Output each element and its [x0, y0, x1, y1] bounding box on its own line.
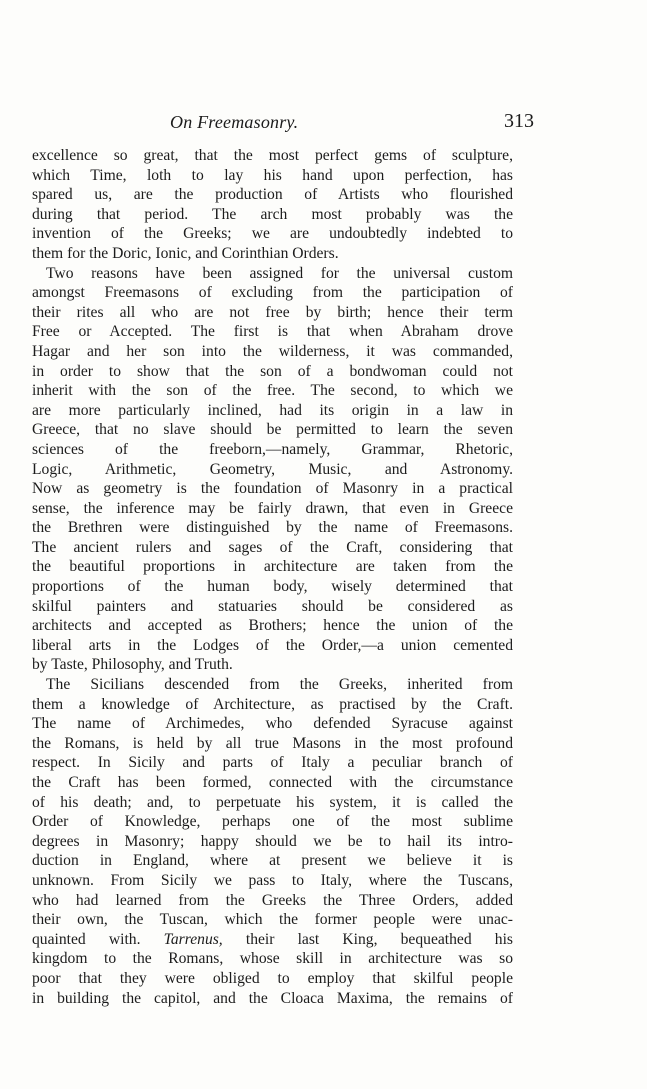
text-line: invention of the Greeks; we are undoubtedly indebted to — [32, 225, 513, 243]
text-line: Order of Knowledge, perhaps one of the most sublime — [32, 813, 513, 831]
text-line: which Time, loth to lay his hand upon perfection, has — [32, 166, 513, 184]
text-line: in building the capitol, and the Cloaca Maxima, the remains of — [32, 989, 513, 1007]
text-line: architects and accepted as Brothers; hence the union of the — [32, 617, 513, 635]
text-line: sciences of the freeborn,—namely, Grammar, Rhetoric, — [32, 440, 513, 458]
text-line: kingdom to the Romans, whose skill in architecture was so — [32, 950, 513, 968]
text-line: poor that they were obliged to employ that skilful people — [32, 969, 513, 987]
text-line: amongst Freemasons of excluding from the participation of — [32, 284, 513, 302]
body-text — [32, 146, 513, 1008]
text-line: by Taste, Philosophy, and Truth. — [32, 656, 233, 674]
text-line: them a knowledge of Architecture, as practised by the Craft. — [32, 695, 513, 713]
text-line: spared us, are the production of Artists who flourished — [32, 186, 513, 204]
text-line: are more particularly inclined, had its origin in a law in — [32, 401, 513, 419]
text-line: inherit with the son of the free. The second, to which we — [32, 382, 513, 400]
text-line: during that period. The arch most probably was the — [32, 205, 513, 223]
text-line-with-italic — [32, 930, 513, 950]
text-line: who had learned from the Greeks the Three Orders, added — [32, 891, 513, 909]
text-line: their rites all who are not free by birth; hence their term — [32, 303, 513, 321]
text-line: Hagar and her son into the wilderness, it was commanded, — [32, 342, 513, 360]
line-segment: quainted with. — [32, 930, 164, 948]
running-head — [30, 110, 534, 140]
text-line: of his death; and, to perpetuate his system, it is called the — [32, 793, 513, 811]
text-line: the beautiful proportions in architecture are taken from the — [32, 558, 513, 576]
text-line: their own, the Tuscan, which the former people were unac- — [32, 911, 513, 929]
text-line: proportions of the human body, wisely determined that — [32, 578, 513, 596]
line-segment: their last King, bequeathed his — [222, 930, 513, 948]
text-line: Greece, that no slave should be permitted to learn the seven — [32, 421, 513, 439]
text-line: liberal arts in the Lodges of the Order,—a union cemented — [32, 636, 513, 654]
text-line: respect. In Sicily and parts of Italy a peculiar branch of — [32, 754, 513, 772]
text-line: The name of Archimedes, who defended Syracuse against — [32, 715, 513, 733]
text-line: excellence so great, that the most perfect gems of sculpture, — [32, 147, 513, 164]
page-number: 313 — [504, 110, 534, 132]
text-line: The Sicilians descended from the Greeks, inherited from — [46, 676, 513, 694]
italic-name: Tarrenus, — [163, 930, 223, 948]
text-line: duction in England, where at present we believe it is — [32, 852, 513, 870]
text-line: the Brethren were distinguished by the name of Freemasons. — [32, 519, 513, 537]
text-line: the Craft has been formed, connected with the circumstance — [32, 774, 513, 791]
text-line: Free or Accepted. The first is that when Abraham drove — [32, 323, 513, 341]
text-line: Now as geometry is the foundation of Masonry in a practical — [32, 480, 513, 498]
text-line: unknown. From Sicily we pass to Italy, where the Tuscans, — [32, 871, 513, 889]
text-line: sense, the inference may be fairly drawn, that even in Greece — [32, 499, 513, 517]
text-line: degrees in Masonry; happy should we be to hail its intro- — [32, 832, 513, 850]
text-line: skilful painters and statuaries should be considered as — [32, 597, 513, 615]
text-line: in order to show that the son of a bondwoman could not — [32, 362, 513, 380]
running-title: On Freemasonry. — [170, 112, 299, 132]
text-line: The ancient rulers and sages of the Craft, considering that — [32, 538, 513, 556]
text-line: them for the Doric, Ionic, and Corinthian Orders. — [32, 244, 339, 262]
text-line: Two reasons have been assigned for the universal custom — [46, 264, 513, 282]
text-line: the Romans, is held by all true Masons in the most profound — [32, 734, 513, 752]
text-line: Logic, Arithmetic, Geometry, Music, and Astronomy. — [32, 460, 513, 478]
